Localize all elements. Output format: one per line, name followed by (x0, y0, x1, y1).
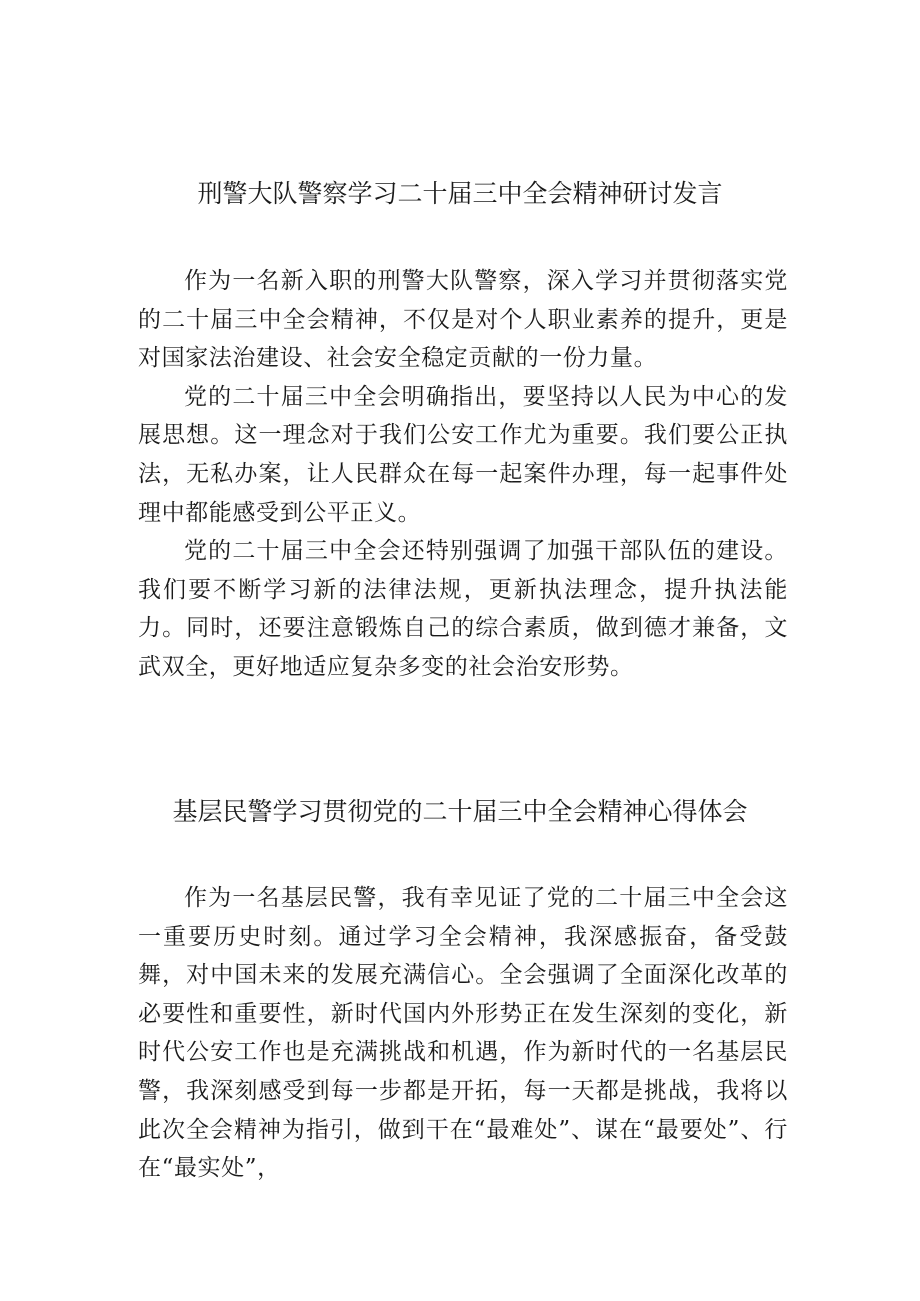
section-title: 刑警大队警察学习二十届三中全会精神研讨发言 (197, 179, 723, 208)
section-body (138, 262, 788, 687)
paragraph: 党的二十届三中全会明确指出，要坚持以人民为中心的发展思想。这一理念对于我们公安工作尤为重要。我们要公正执法，无私办案，让人民群众在每一起案件办理，每一起事件处理中都能感受到公平正义。 (138, 383, 788, 526)
paragraph: 党的二十届三中全会还特别强调了加强干部队伍的建设。我们要不断学习新的法律法规，更新执法理念，提升执法能力。同时，还要注意锻炼自己的综合素质，做到德才兼备，文武双全，更好地适应复杂多变的社会治安形势。 (138, 538, 788, 680)
paragraph: 作为一名新入职的刑警大队警察，深入学习并贯彻落实党的二十届三中全会精神，不仅是对个人职业素养的提升，更是对国家法治建设、社会安全稳定贡献的一份力量。 (138, 268, 788, 372)
section-body (138, 879, 788, 1188)
section-title: 基层民警学习贯彻党的二十届三中全会精神心得体会 (172, 797, 748, 826)
paragraph: 作为一名基层民警，我有幸见证了党的二十届三中全会这一重要历史时刻。通过学习全会精神，我深感振奋，备受鼓舞，对中国未来的发展充满信心。全会强调了全面深化改革的必要性和重要性，新时代国内外形势正在发生深刻的变化，新时代公安工作也是充满挑战和机遇，作为新时代的一名基层民警，我深刻感受到每一步都是开拓，每一天都是挑战，我将以此次全会精神为指引，做到干在“最难处”、谋在“最要处”、行在“最实处”， (138, 885, 788, 1182)
